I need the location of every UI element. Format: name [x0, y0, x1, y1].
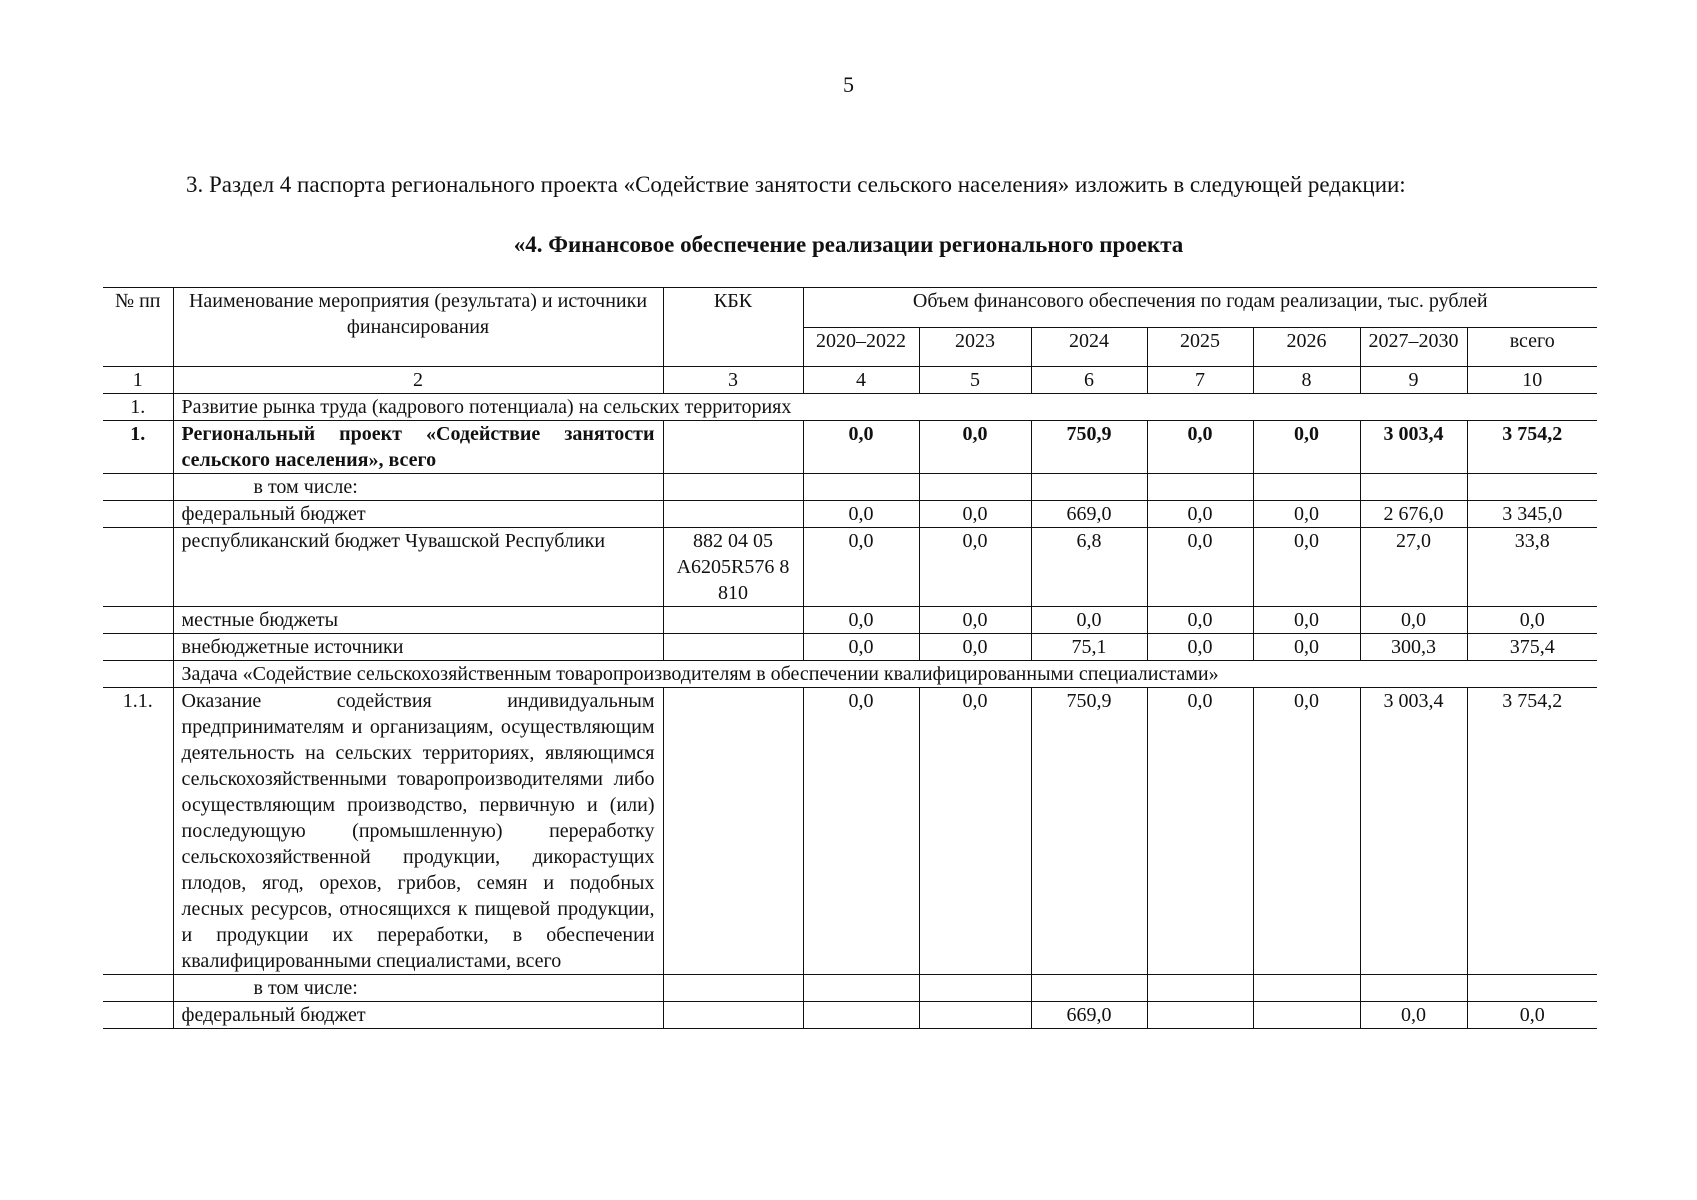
column-number: 2: [173, 367, 663, 394]
row-value: 0,0: [1253, 528, 1360, 607]
row-value: [1360, 474, 1467, 501]
row-value: 0,0: [1147, 421, 1253, 474]
table-section-row: [103, 661, 1597, 688]
row-value: 0,0: [803, 501, 919, 528]
column-number: 5: [919, 367, 1031, 394]
row-value: [1253, 474, 1360, 501]
row-number: [103, 661, 173, 688]
row-name: внебюджетные источники: [173, 634, 663, 661]
table-row: [103, 421, 1597, 474]
table-row: [103, 688, 1597, 975]
row-value: 3 754,2: [1467, 688, 1597, 975]
row-value: 3 754,2: [1467, 421, 1597, 474]
row-kbk: [663, 501, 803, 528]
row-value: 375,4: [1467, 634, 1597, 661]
row-value: 0,0: [1253, 688, 1360, 975]
row-value: 0,0: [1147, 607, 1253, 634]
row-name: в том числе:: [173, 975, 663, 1002]
row-kbk: [663, 474, 803, 501]
row-value: [1147, 474, 1253, 501]
table-row: [103, 607, 1597, 634]
row-kbk: [663, 1002, 803, 1029]
row-value: [1467, 975, 1597, 1002]
table-row: [103, 501, 1597, 528]
row-value: [1031, 474, 1147, 501]
row-number: [103, 607, 173, 634]
row-name: местные бюджеты: [173, 607, 663, 634]
row-value: 0,0: [919, 607, 1031, 634]
row-value: [803, 975, 919, 1002]
row-kbk: [663, 607, 803, 634]
table-row: [103, 528, 1597, 607]
row-value: 0,0: [803, 688, 919, 975]
row-value: 0,0: [1253, 634, 1360, 661]
row-value: 0,0: [1360, 607, 1467, 634]
row-name: Региональный проект «Содействие занятости сельского населения», всего: [173, 421, 663, 474]
row-value: 0,0: [919, 501, 1031, 528]
column-numbers-row: [103, 367, 1597, 394]
row-kbk: [663, 688, 803, 975]
column-number: 1: [103, 367, 173, 394]
row-value: 669,0: [1031, 1002, 1147, 1029]
row-name: республиканский бюджет Чувашской Республики: [173, 528, 663, 607]
header-year: 2020–2022: [803, 327, 919, 367]
row-number: [103, 634, 173, 661]
row-value: 6,8: [1031, 528, 1147, 607]
row-value: [1360, 975, 1467, 1002]
row-value: 3 345,0: [1467, 501, 1597, 528]
column-number: 9: [1360, 367, 1467, 394]
row-value: 0,0: [1031, 607, 1147, 634]
row-kbk: [663, 634, 803, 661]
row-value: 300,3: [1360, 634, 1467, 661]
row-value: 0,0: [803, 634, 919, 661]
row-value: 33,8: [1467, 528, 1597, 607]
header-kbk: КБК: [663, 288, 803, 367]
row-number: [103, 501, 173, 528]
row-number: 1.: [103, 394, 173, 421]
row-value: 75,1: [1031, 634, 1147, 661]
row-value: 3 003,4: [1360, 421, 1467, 474]
row-value: 3 003,4: [1360, 688, 1467, 975]
table-row: [103, 1002, 1597, 1029]
row-value: 2 676,0: [1360, 501, 1467, 528]
row-value: [919, 474, 1031, 501]
row-number: 1.1.: [103, 688, 173, 975]
section-title: Задача «Содействие сельскохозяйственным товаропроизводителям в обеспечении квалифицированными специалистами»: [173, 661, 1597, 688]
column-number: 10: [1467, 367, 1597, 394]
row-number: [103, 474, 173, 501]
row-value: [1147, 975, 1253, 1002]
row-value: 0,0: [1253, 607, 1360, 634]
row-value: 27,0: [1360, 528, 1467, 607]
row-kbk: [663, 975, 803, 1002]
header-no: № пп: [103, 288, 173, 367]
row-number: 1.: [103, 421, 173, 474]
row-value: 669,0: [1031, 501, 1147, 528]
row-value: [803, 1002, 919, 1029]
row-name: Оказание содействия индивидуальным предпринимателям и организациям, осуществляющим деятельность на сельских территориях, являющимся сельскохозяйственными товаропроизводителями либо осуществляющим производство, первичную и (или) последующую (промышленную) переработку сельскохозяйственной продукции, дикорастущих плодов, ягод, орехов, грибов, семян и подобных лесных ресурсов, относящихся к пищевой продукции, и продукции их переработки, в обеспечении квалифицированными специалистами, всего: [173, 688, 663, 975]
row-kbk: [663, 421, 803, 474]
section-title: Развитие рынка труда (кадрового потенциала) на сельских территориях: [173, 394, 1597, 421]
header-year: 2026: [1253, 327, 1360, 367]
section-heading: «4. Финансовое обеспечение реализации регионального проекта: [513, 232, 1184, 257]
row-value: 0,0: [803, 421, 919, 474]
table-row: [103, 474, 1597, 501]
header-year: 2027–2030: [1360, 327, 1467, 367]
header-name: Наименование мероприятия (результата) и источники финансирования: [173, 288, 663, 367]
row-value: 750,9: [1031, 421, 1147, 474]
row-value: 0,0: [803, 528, 919, 607]
row-value: 0,0: [919, 421, 1031, 474]
row-value: 0,0: [1253, 501, 1360, 528]
row-value: 0,0: [1147, 634, 1253, 661]
row-number: [103, 1002, 173, 1029]
row-value: 0,0: [919, 528, 1031, 607]
row-value: 0,0: [919, 634, 1031, 661]
row-value: [919, 975, 1031, 1002]
header-year: 2023: [919, 327, 1031, 367]
row-number: [103, 528, 173, 607]
header-row: [103, 288, 1597, 328]
row-value: 0,0: [1360, 1002, 1467, 1029]
header-volume: Объем финансового обеспечения по годам реализации, тыс. рублей: [803, 288, 1597, 328]
row-value: 0,0: [1147, 528, 1253, 607]
row-name: федеральный бюджет: [173, 501, 663, 528]
row-value: [1031, 975, 1147, 1002]
row-value: 0,0: [803, 607, 919, 634]
column-number: 7: [1147, 367, 1253, 394]
row-value: [1253, 975, 1360, 1002]
intro-paragraph: 3. Раздел 4 паспорта регионального проекта «Содействие занятости сельского населения» изложить в следующей редакции:: [186, 172, 1406, 197]
row-value: 0,0: [919, 688, 1031, 975]
column-number: 6: [1031, 367, 1147, 394]
table-row: [103, 975, 1597, 1002]
column-number: 3: [663, 367, 803, 394]
table-row: [103, 634, 1597, 661]
row-value: 750,9: [1031, 688, 1147, 975]
header-year: всего: [1467, 327, 1597, 367]
financing-table: [103, 287, 1597, 1029]
column-number: 4: [803, 367, 919, 394]
header-year: 2024: [1031, 327, 1147, 367]
row-value: [1147, 1002, 1253, 1029]
row-value: 0,0: [1147, 501, 1253, 528]
row-value: 0,0: [1467, 607, 1597, 634]
row-value: [803, 474, 919, 501]
header-year: 2025: [1147, 327, 1253, 367]
row-value: 0,0: [1147, 688, 1253, 975]
row-value: 0,0: [1253, 421, 1360, 474]
page-number: 5: [843, 72, 854, 97]
row-number: [103, 975, 173, 1002]
row-name: федеральный бюджет: [173, 1002, 663, 1029]
row-kbk: 882 04 05 А6205R576 8 810: [663, 528, 803, 607]
table-section-row: [103, 394, 1597, 421]
column-number: 8: [1253, 367, 1360, 394]
row-value: [919, 1002, 1031, 1029]
row-value: [1253, 1002, 1360, 1029]
row-value: [1467, 474, 1597, 501]
row-value: 0,0: [1467, 1002, 1597, 1029]
row-name: в том числе:: [173, 474, 663, 501]
